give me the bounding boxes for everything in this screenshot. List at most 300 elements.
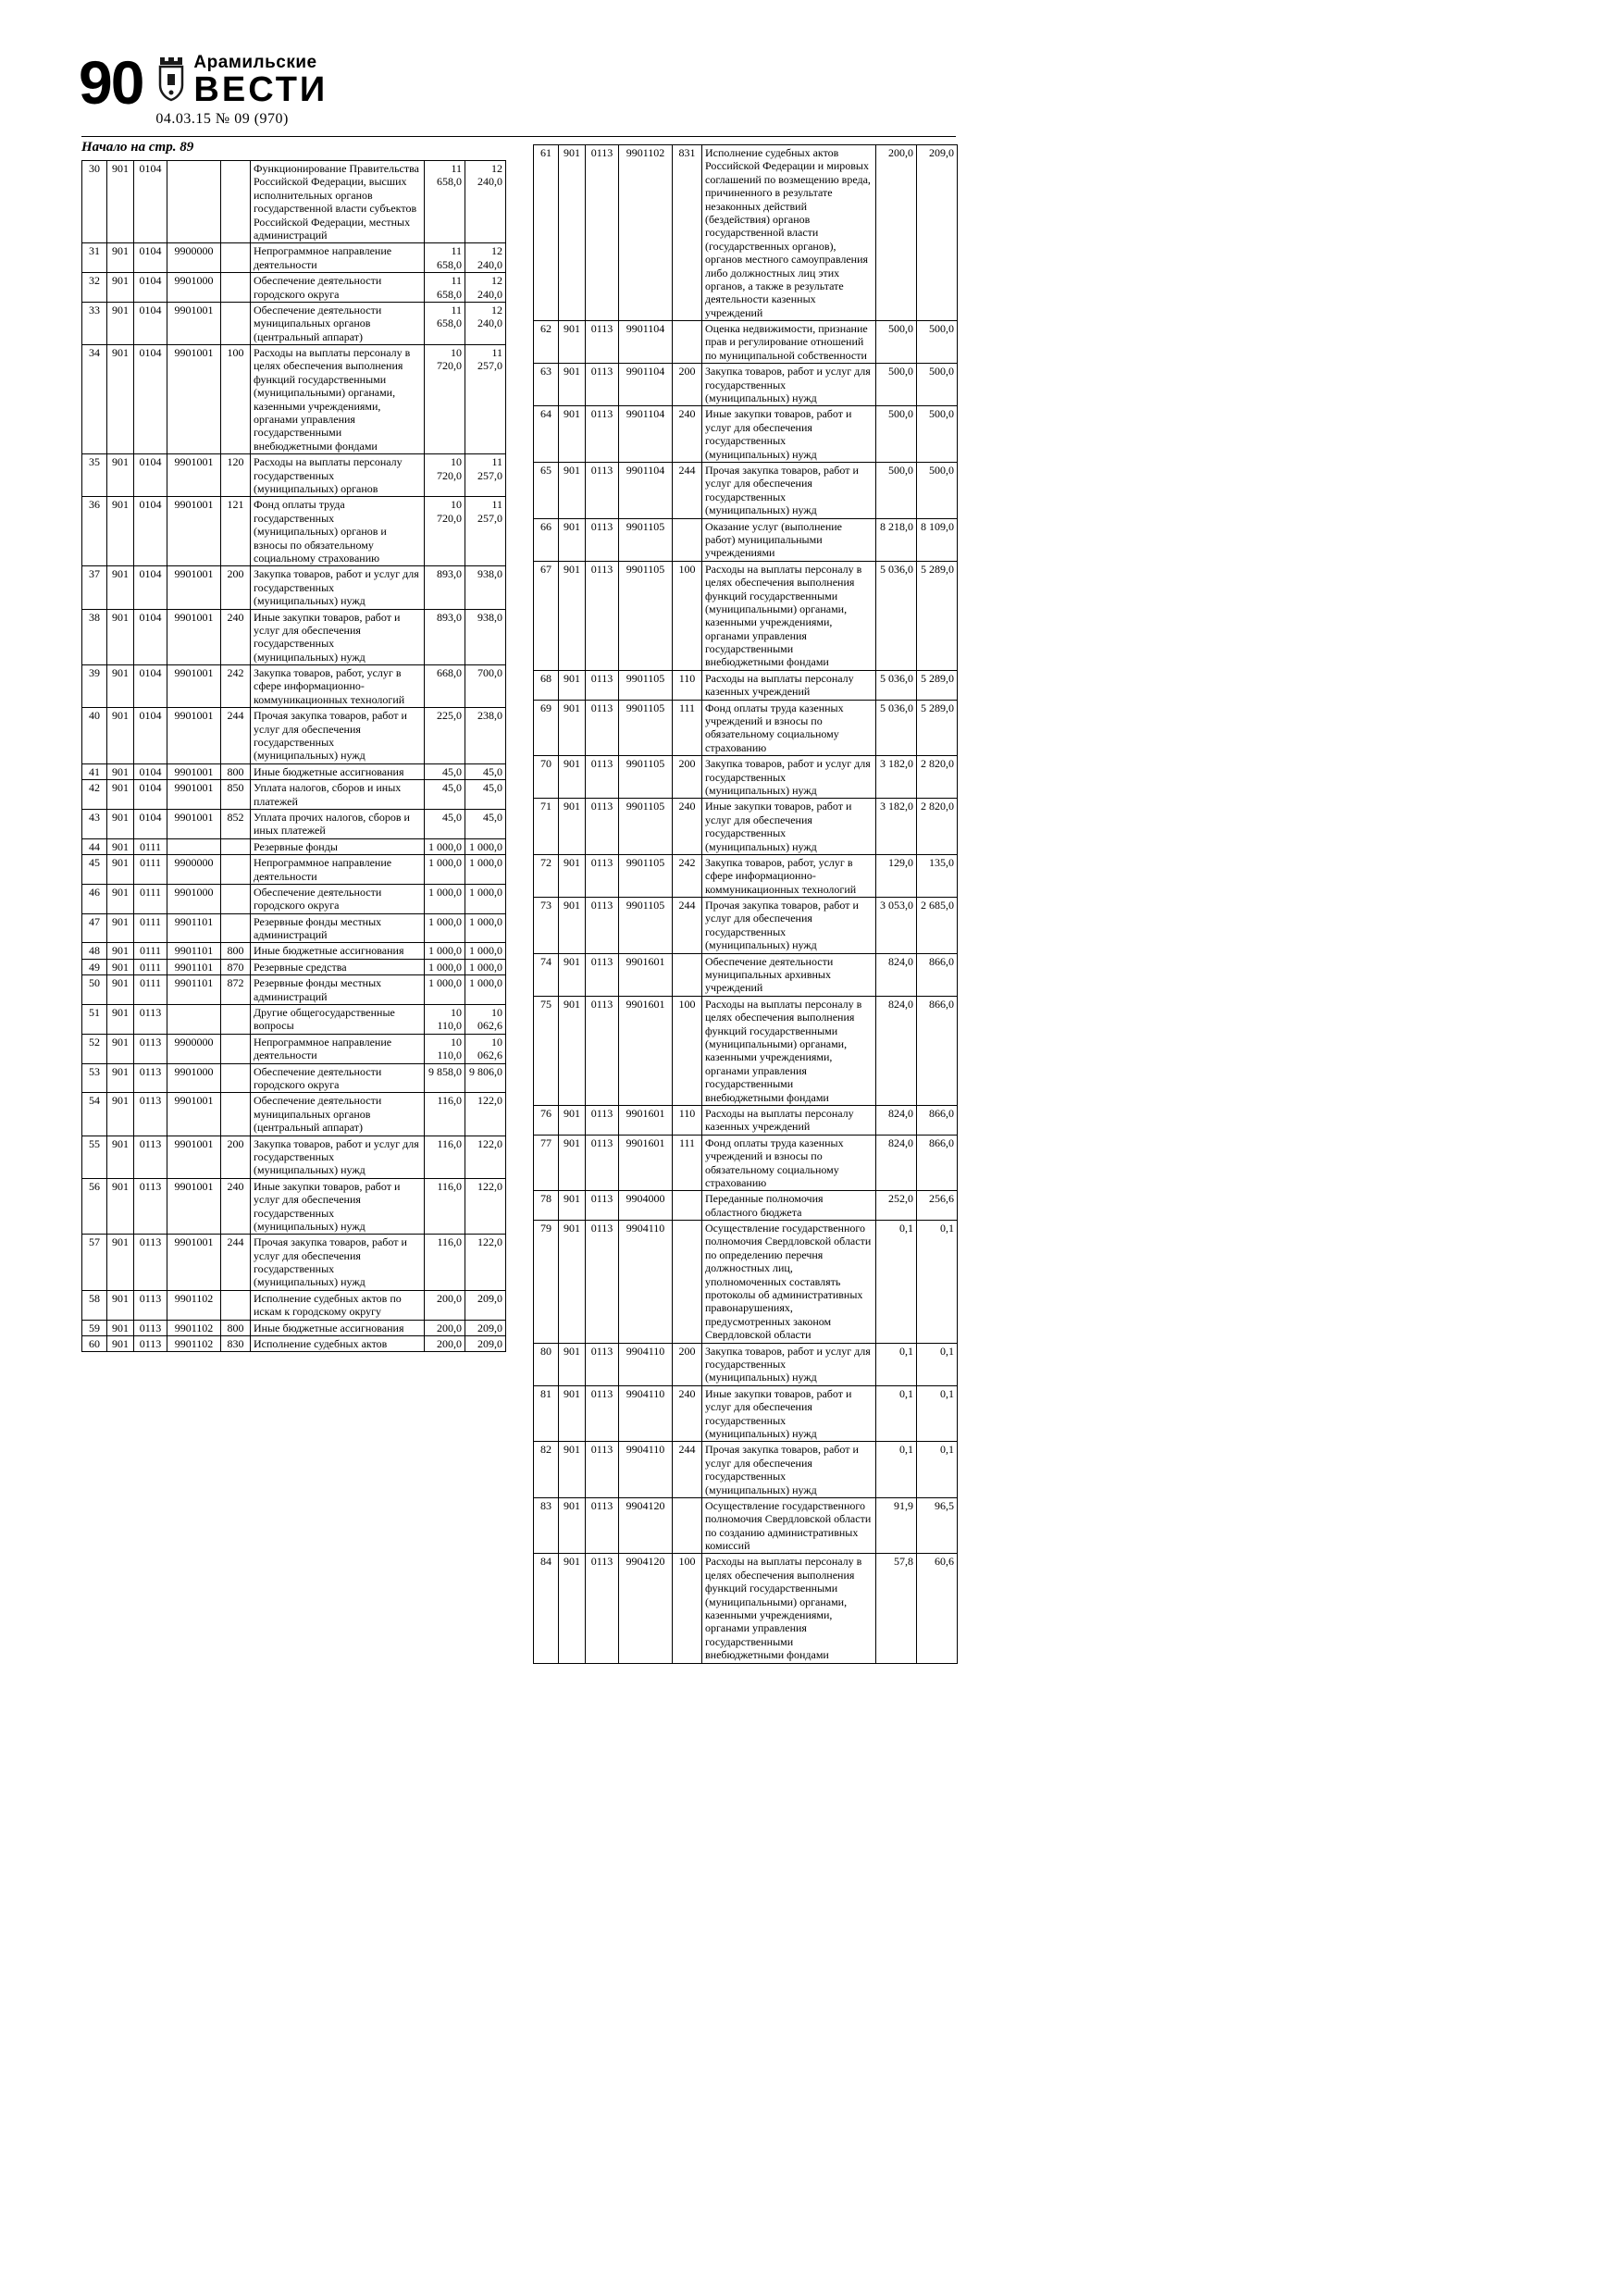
grbs-code-cell: 901 (559, 1442, 586, 1498)
section-code-cell: 0104 (134, 780, 167, 810)
target-article-cell: 9900000 (167, 243, 221, 273)
row-number-cell: 35 (82, 454, 107, 497)
target-article-cell: 9901101 (167, 959, 221, 974)
amount-2016-cell: 0,1 (917, 1221, 958, 1344)
amount-2015-cell: 3 182,0 (876, 799, 917, 855)
table-row (534, 996, 958, 1105)
amount-2016-cell: 8 109,0 (917, 518, 958, 561)
table-row (82, 884, 506, 913)
grbs-code-cell: 901 (107, 1034, 134, 1063)
amount-2015-cell: 0,1 (876, 1343, 917, 1385)
table-row (534, 1497, 958, 1554)
section-code-cell: 0113 (134, 1336, 167, 1352)
expense-name-cell: Резервные фонды (251, 838, 425, 854)
target-article-cell: 9901102 (167, 1290, 221, 1320)
grbs-code-cell: 901 (107, 943, 134, 959)
expense-name-cell: Оказание услуг (выполнение работ) муниципальными учреждениями (702, 518, 876, 561)
amount-2015-cell: 668,0 (425, 665, 465, 708)
expense-type-cell: 110 (673, 1105, 702, 1135)
target-article-cell: 9904110 (619, 1385, 673, 1442)
section-code-cell: 0113 (134, 1178, 167, 1235)
grbs-code-cell: 901 (107, 780, 134, 810)
grbs-code-cell: 901 (559, 996, 586, 1105)
amount-2016-cell: 45,0 (465, 809, 506, 838)
amount-2016-cell: 238,0 (465, 708, 506, 764)
expense-name-cell: Обеспечение деятельности муниципальных органов (центральный аппарат) (251, 1093, 425, 1136)
expense-name-cell: Фонд оплаты труда государственных (муниципальных) органов и взносы по обязательному социальному страхованию (251, 497, 425, 566)
expense-type-cell: 240 (673, 1385, 702, 1442)
expense-type-cell: 200 (221, 1136, 251, 1178)
amount-2015-cell: 116,0 (425, 1093, 465, 1136)
row-number-cell: 48 (82, 943, 107, 959)
section-code-cell: 0113 (586, 321, 619, 364)
grbs-code-cell: 901 (559, 1554, 586, 1663)
amount-2015-cell: 45,0 (425, 763, 465, 779)
table-row (82, 497, 506, 566)
table-row (534, 756, 958, 799)
amount-2015-cell: 1 000,0 (425, 913, 465, 943)
target-article-cell: 9901101 (167, 943, 221, 959)
expense-name-cell: Закупка товаров, работ, услуг в сфере информационно-коммуникационных технологий (702, 854, 876, 897)
amount-2016-cell: 866,0 (917, 953, 958, 996)
amount-2015-cell: 5 036,0 (876, 561, 917, 670)
target-article-cell: 9901000 (167, 273, 221, 303)
section-code-cell: 0104 (134, 566, 167, 609)
target-article-cell: 9904120 (619, 1554, 673, 1663)
amount-2016-cell: 2 820,0 (917, 756, 958, 799)
table-row (82, 665, 506, 708)
expense-type-cell (221, 1005, 251, 1035)
expense-type-cell (221, 302, 251, 344)
target-article-cell: 9900000 (167, 1034, 221, 1063)
amount-2015-cell: 129,0 (876, 854, 917, 897)
expense-name-cell: Функционирование Правительства Российской Федерации, высших исполнительных органов государственной власти субъектов Российской Федерации, местных администраций (251, 161, 425, 243)
table-row (82, 855, 506, 885)
grbs-code-cell: 901 (107, 809, 134, 838)
section-code-cell: 0113 (134, 1005, 167, 1035)
table-row (82, 1034, 506, 1063)
expense-type-cell (221, 1063, 251, 1093)
target-article-cell: 9901101 (167, 975, 221, 1005)
row-number-cell: 51 (82, 1005, 107, 1035)
amount-2015-cell: 824,0 (876, 1105, 917, 1135)
row-number-cell: 67 (534, 561, 559, 670)
section-code-cell: 0113 (586, 1105, 619, 1135)
amount-2015-cell: 1 000,0 (425, 884, 465, 913)
table-row (534, 1105, 958, 1135)
amount-2015-cell: 500,0 (876, 406, 917, 463)
amount-2015-cell: 225,0 (425, 708, 465, 764)
grbs-code-cell: 901 (107, 1093, 134, 1136)
expense-type-cell: 850 (221, 780, 251, 810)
table-row (82, 1093, 506, 1136)
target-article-cell: 9904000 (619, 1191, 673, 1221)
amount-2015-cell: 0,1 (876, 1221, 917, 1344)
expense-name-cell: Расходы на выплаты персоналу в целях обеспечения выполнения функций государственными (муниципальными) органами, казенными учреждениями, органами управления государственными внебюджетными фондами (702, 561, 876, 670)
grbs-code-cell: 901 (559, 1385, 586, 1442)
expense-name-cell: Исполнение судебных актов по искам к городскому округу (251, 1290, 425, 1320)
table-row (534, 799, 958, 855)
amount-2015-cell: 11 658,0 (425, 161, 465, 243)
target-article-cell: 9901001 (167, 1235, 221, 1291)
target-article-cell: 9901000 (167, 884, 221, 913)
amount-2016-cell: 500,0 (917, 406, 958, 463)
row-number-cell: 77 (534, 1135, 559, 1191)
expense-type-cell: 100 (673, 561, 702, 670)
table-row (82, 838, 506, 854)
expense-type-cell: 240 (673, 799, 702, 855)
table-row (82, 913, 506, 943)
brand-name-main: ВЕСТИ (193, 69, 328, 109)
expense-type-cell: 240 (221, 1178, 251, 1235)
expense-name-cell: Прочая закупка товаров, работ и услуг для обеспечения государственных (муниципальных) нужд (702, 462, 876, 518)
table-row (82, 959, 506, 974)
grbs-code-cell: 901 (107, 838, 134, 854)
section-code-cell: 0113 (134, 1093, 167, 1136)
expense-type-cell (221, 1093, 251, 1136)
row-number-cell: 34 (82, 345, 107, 454)
section-code-cell: 0111 (134, 838, 167, 854)
expense-name-cell: Расходы на выплаты персоналу казенных учреждений (702, 670, 876, 700)
section-code-cell: 0111 (134, 943, 167, 959)
grbs-code-cell: 901 (107, 1336, 134, 1352)
amount-2015-cell: 10 720,0 (425, 497, 465, 566)
row-number-cell: 83 (534, 1497, 559, 1554)
expense-type-cell: 242 (673, 854, 702, 897)
brand-name-top: Арамильские (193, 53, 317, 72)
grbs-code-cell: 901 (107, 1290, 134, 1320)
row-number-cell: 49 (82, 959, 107, 974)
expense-type-cell: 240 (673, 406, 702, 463)
section-code-cell: 0113 (586, 1191, 619, 1221)
grbs-code-cell: 901 (107, 161, 134, 243)
section-code-cell: 0113 (586, 1221, 619, 1344)
table-row (82, 708, 506, 764)
grbs-code-cell: 901 (107, 273, 134, 303)
table-row (82, 1063, 506, 1093)
coat-of-arms-icon (155, 56, 187, 106)
amount-2016-cell: 866,0 (917, 1135, 958, 1191)
expense-name-cell: Иные закупки товаров, работ и услуг для обеспечения государственных (муниципальных) нужд (702, 406, 876, 463)
expense-type-cell (221, 1290, 251, 1320)
target-article-cell (167, 1005, 221, 1035)
table-row (534, 561, 958, 670)
grbs-code-cell: 901 (559, 406, 586, 463)
table-row (82, 943, 506, 959)
row-number-cell: 80 (534, 1343, 559, 1385)
amount-2015-cell: 3 053,0 (876, 898, 917, 954)
amount-2015-cell: 252,0 (876, 1191, 917, 1221)
target-article-cell: 9901001 (167, 708, 221, 764)
amount-2016-cell: 11 257,0 (465, 454, 506, 497)
section-code-cell: 0113 (586, 364, 619, 406)
target-article-cell: 9901105 (619, 854, 673, 897)
expense-type-cell (221, 243, 251, 273)
grbs-code-cell: 901 (107, 243, 134, 273)
expense-type-cell: 120 (221, 454, 251, 497)
grbs-code-cell: 901 (107, 855, 134, 885)
section-code-cell: 0113 (586, 1135, 619, 1191)
row-number-cell: 37 (82, 566, 107, 609)
target-article-cell: 9901601 (619, 996, 673, 1105)
row-number-cell: 71 (534, 799, 559, 855)
expense-name-cell: Иные бюджетные ассигнования (251, 1320, 425, 1335)
grbs-code-cell: 901 (107, 708, 134, 764)
grbs-code-cell: 901 (107, 975, 134, 1005)
expense-type-cell: 200 (221, 566, 251, 609)
amount-2015-cell: 500,0 (876, 364, 917, 406)
expense-type-cell: 830 (221, 1336, 251, 1352)
amount-2016-cell: 60,6 (917, 1554, 958, 1663)
amount-2015-cell: 1 000,0 (425, 943, 465, 959)
expense-type-cell: 121 (221, 497, 251, 566)
expense-name-cell: Иные закупки товаров, работ и услуг для обеспечения государственных (муниципальных) нужд (702, 799, 876, 855)
grbs-code-cell: 901 (107, 302, 134, 344)
amount-2015-cell: 500,0 (876, 462, 917, 518)
row-number-cell: 50 (82, 975, 107, 1005)
table-row (534, 854, 958, 897)
amount-2015-cell: 91,9 (876, 1497, 917, 1554)
grbs-code-cell: 901 (559, 854, 586, 897)
row-number-cell: 82 (534, 1442, 559, 1498)
target-article-cell: 9901102 (167, 1320, 221, 1335)
section-code-cell: 0113 (586, 1442, 619, 1498)
expense-name-cell: Расходы на выплаты персоналу казенных учреждений (702, 1105, 876, 1135)
section-code-cell: 0104 (134, 497, 167, 566)
target-article-cell (167, 161, 221, 243)
expense-name-cell: Прочая закупка товаров, работ и услуг для обеспечения государственных (муниципальных) нужд (702, 898, 876, 954)
expense-name-cell: Фонд оплаты труда казенных учреждений и взносы по обязательному социальному страхованию (702, 700, 876, 756)
table-row (534, 898, 958, 954)
table-row (82, 1336, 506, 1352)
target-article-cell: 9901601 (619, 1135, 673, 1191)
expense-name-cell: Прочая закупка товаров, работ и услуг для обеспечения государственных (муниципальных) нужд (251, 1235, 425, 1291)
row-number-cell: 42 (82, 780, 107, 810)
section-code-cell: 0113 (134, 1320, 167, 1335)
expense-name-cell: Обеспечение деятельности городского округа (251, 1063, 425, 1093)
expense-type-cell: 200 (673, 364, 702, 406)
target-article-cell: 9901601 (619, 1105, 673, 1135)
table-row (534, 1442, 958, 1498)
section-code-cell: 0113 (134, 1290, 167, 1320)
expense-type-cell: 240 (221, 609, 251, 665)
section-code-cell: 0104 (134, 302, 167, 344)
amount-2016-cell: 1 000,0 (465, 975, 506, 1005)
table-row (534, 953, 958, 996)
row-number-cell: 45 (82, 855, 107, 885)
expense-type-cell: 111 (673, 700, 702, 756)
section-code-cell: 0104 (134, 809, 167, 838)
expense-type-cell: 244 (221, 708, 251, 764)
table-row (534, 145, 958, 321)
expense-name-cell: Закупка товаров, работ и услуг для государственных (муниципальных) нужд (251, 566, 425, 609)
table-row (82, 1320, 506, 1335)
section-code-cell: 0104 (134, 665, 167, 708)
row-number-cell: 74 (534, 953, 559, 996)
amount-2015-cell: 1 000,0 (425, 838, 465, 854)
amount-2016-cell: 12 240,0 (465, 273, 506, 303)
grbs-code-cell: 901 (107, 609, 134, 665)
grbs-code-cell: 901 (107, 959, 134, 974)
expense-name-cell: Закупка товаров, работ и услуг для государственных (муниципальных) нужд (702, 364, 876, 406)
row-number-cell: 38 (82, 609, 107, 665)
continuation-note: Начало на стр. 89 (81, 140, 194, 155)
row-number-cell: 68 (534, 670, 559, 700)
target-article-cell: 9901001 (167, 763, 221, 779)
row-number-cell: 75 (534, 996, 559, 1105)
table-row (82, 566, 506, 609)
row-number-cell: 63 (534, 364, 559, 406)
expense-name-cell: Уплата налогов, сборов и иных платежей (251, 780, 425, 810)
amount-2015-cell: 893,0 (425, 566, 465, 609)
table-row (82, 1178, 506, 1235)
expense-type-cell (221, 913, 251, 943)
grbs-code-cell: 901 (107, 1178, 134, 1235)
expense-name-cell: Непрограммное направление деятельности (251, 1034, 425, 1063)
row-number-cell: 56 (82, 1178, 107, 1235)
grbs-code-cell: 901 (559, 1343, 586, 1385)
section-code-cell: 0104 (134, 708, 167, 764)
expense-type-cell (673, 321, 702, 364)
amount-2016-cell: 122,0 (465, 1093, 506, 1136)
amount-2016-cell: 1 000,0 (465, 884, 506, 913)
amount-2015-cell: 824,0 (876, 996, 917, 1105)
amount-2016-cell: 5 289,0 (917, 700, 958, 756)
target-article-cell: 9901105 (619, 898, 673, 954)
section-code-cell: 0113 (586, 1497, 619, 1554)
target-article-cell: 9901102 (619, 145, 673, 321)
row-number-cell: 65 (534, 462, 559, 518)
section-code-cell: 0113 (586, 145, 619, 321)
amount-2015-cell: 45,0 (425, 809, 465, 838)
amount-2015-cell: 500,0 (876, 321, 917, 364)
grbs-code-cell: 901 (107, 884, 134, 913)
amount-2016-cell: 10 062,6 (465, 1034, 506, 1063)
amount-2015-cell: 10 110,0 (425, 1005, 465, 1035)
table-row (82, 1005, 506, 1035)
target-article-cell: 9901105 (619, 670, 673, 700)
section-code-cell: 0113 (586, 518, 619, 561)
row-number-cell: 40 (82, 708, 107, 764)
amount-2016-cell: 0,1 (917, 1343, 958, 1385)
row-number-cell: 55 (82, 1136, 107, 1178)
expense-type-cell: 200 (673, 756, 702, 799)
amount-2015-cell: 1 000,0 (425, 855, 465, 885)
section-code-cell: 0111 (134, 959, 167, 974)
amount-2015-cell: 1 000,0 (425, 975, 465, 1005)
expense-type-cell (221, 884, 251, 913)
row-number-cell: 61 (534, 145, 559, 321)
expense-name-cell: Оценка недвижимости, признание прав и регулирование отношений по муниципальной собственности (702, 321, 876, 364)
amount-2016-cell: 2 685,0 (917, 898, 958, 954)
expense-type-cell: 100 (673, 1554, 702, 1663)
row-number-cell: 32 (82, 273, 107, 303)
table-row (534, 700, 958, 756)
grbs-code-cell: 901 (559, 670, 586, 700)
target-article-cell: 9901105 (619, 518, 673, 561)
expense-type-cell: 872 (221, 975, 251, 1005)
amount-2015-cell: 200,0 (876, 145, 917, 321)
amount-2016-cell: 209,0 (917, 145, 958, 321)
section-code-cell: 0113 (134, 1235, 167, 1291)
table-row (534, 321, 958, 364)
expense-type-cell (673, 953, 702, 996)
issue-date-line: 04.03.15 № 09 (970) (155, 110, 289, 127)
amount-2016-cell: 11 257,0 (465, 345, 506, 454)
expense-name-cell: Обеспечение деятельности муниципальных архивных учреждений (702, 953, 876, 996)
amount-2015-cell: 10 720,0 (425, 345, 465, 454)
grbs-code-cell: 901 (559, 561, 586, 670)
expense-type-cell (221, 855, 251, 885)
amount-2016-cell: 10 062,6 (465, 1005, 506, 1035)
expense-name-cell: Обеспечение деятельности муниципальных органов (центральный аппарат) (251, 302, 425, 344)
expense-type-cell: 870 (221, 959, 251, 974)
amount-2015-cell: 116,0 (425, 1178, 465, 1235)
amount-2016-cell: 45,0 (465, 763, 506, 779)
section-code-cell: 0113 (586, 953, 619, 996)
expense-type-cell (221, 161, 251, 243)
grbs-code-cell: 901 (107, 1005, 134, 1035)
target-article-cell: 9901001 (167, 345, 221, 454)
amount-2016-cell: 700,0 (465, 665, 506, 708)
expense-name-cell: Расходы на выплаты персоналу в целях обеспечения выполнения функций государственными (муниципальными) органами, казенными учреждениями, органами управления государственными внебюджетными фондами (702, 1554, 876, 1663)
target-article-cell: 9904110 (619, 1343, 673, 1385)
target-article-cell: 9901104 (619, 321, 673, 364)
expense-name-cell: Осуществление государственного полномочия Свердловской области по созданию административных комиссий (702, 1497, 876, 1554)
amount-2015-cell: 9 858,0 (425, 1063, 465, 1093)
header-divider (81, 136, 956, 137)
table-row (82, 1136, 506, 1178)
expense-type-cell (673, 1497, 702, 1554)
amount-2015-cell: 200,0 (425, 1320, 465, 1335)
amount-2016-cell: 209,0 (465, 1336, 506, 1352)
table-row (534, 1385, 958, 1442)
row-number-cell: 76 (534, 1105, 559, 1135)
target-article-cell: 9901101 (167, 913, 221, 943)
expense-type-cell: 111 (673, 1135, 702, 1191)
target-article-cell: 9901001 (167, 1136, 221, 1178)
amount-2016-cell: 500,0 (917, 321, 958, 364)
expense-name-cell: Расходы на выплаты персоналу государственных (муниципальных) органов (251, 454, 425, 497)
row-number-cell: 41 (82, 763, 107, 779)
grbs-code-cell: 901 (559, 953, 586, 996)
target-article-cell: 9901104 (619, 364, 673, 406)
brand-text (193, 54, 328, 107)
table-row (82, 243, 506, 273)
grbs-code-cell: 901 (559, 462, 586, 518)
expense-name-cell: Фонд оплаты труда казенных учреждений и взносы по обязательному социальному страхованию (702, 1135, 876, 1191)
amount-2016-cell: 9 806,0 (465, 1063, 506, 1093)
table-row (82, 975, 506, 1005)
expense-name-cell: Расходы на выплаты персоналу в целях обеспечения выполнения функций государственными (муниципальными) органами, казенными учреждениями, органами управления государственными внебюджетными фондами (702, 996, 876, 1105)
target-article-cell: 9901105 (619, 756, 673, 799)
table-row (82, 345, 506, 454)
target-article-cell (167, 838, 221, 854)
section-code-cell: 0111 (134, 913, 167, 943)
row-number-cell: 69 (534, 700, 559, 756)
amount-2016-cell: 12 240,0 (465, 161, 506, 243)
amount-2015-cell: 11 658,0 (425, 243, 465, 273)
section-code-cell: 0113 (586, 462, 619, 518)
row-number-cell: 36 (82, 497, 107, 566)
row-number-cell: 72 (534, 854, 559, 897)
amount-2015-cell: 824,0 (876, 953, 917, 996)
amount-2016-cell: 866,0 (917, 996, 958, 1105)
amount-2015-cell: 893,0 (425, 609, 465, 665)
expense-name-cell: Осуществление государственного полномочия Свердловской области по определению перечня должностных лиц, уполномоченных составлять протоколы об административных правонарушениях, предусмотренных законом Свердловской области (702, 1221, 876, 1344)
grbs-code-cell: 901 (559, 799, 586, 855)
amount-2015-cell: 10 110,0 (425, 1034, 465, 1063)
